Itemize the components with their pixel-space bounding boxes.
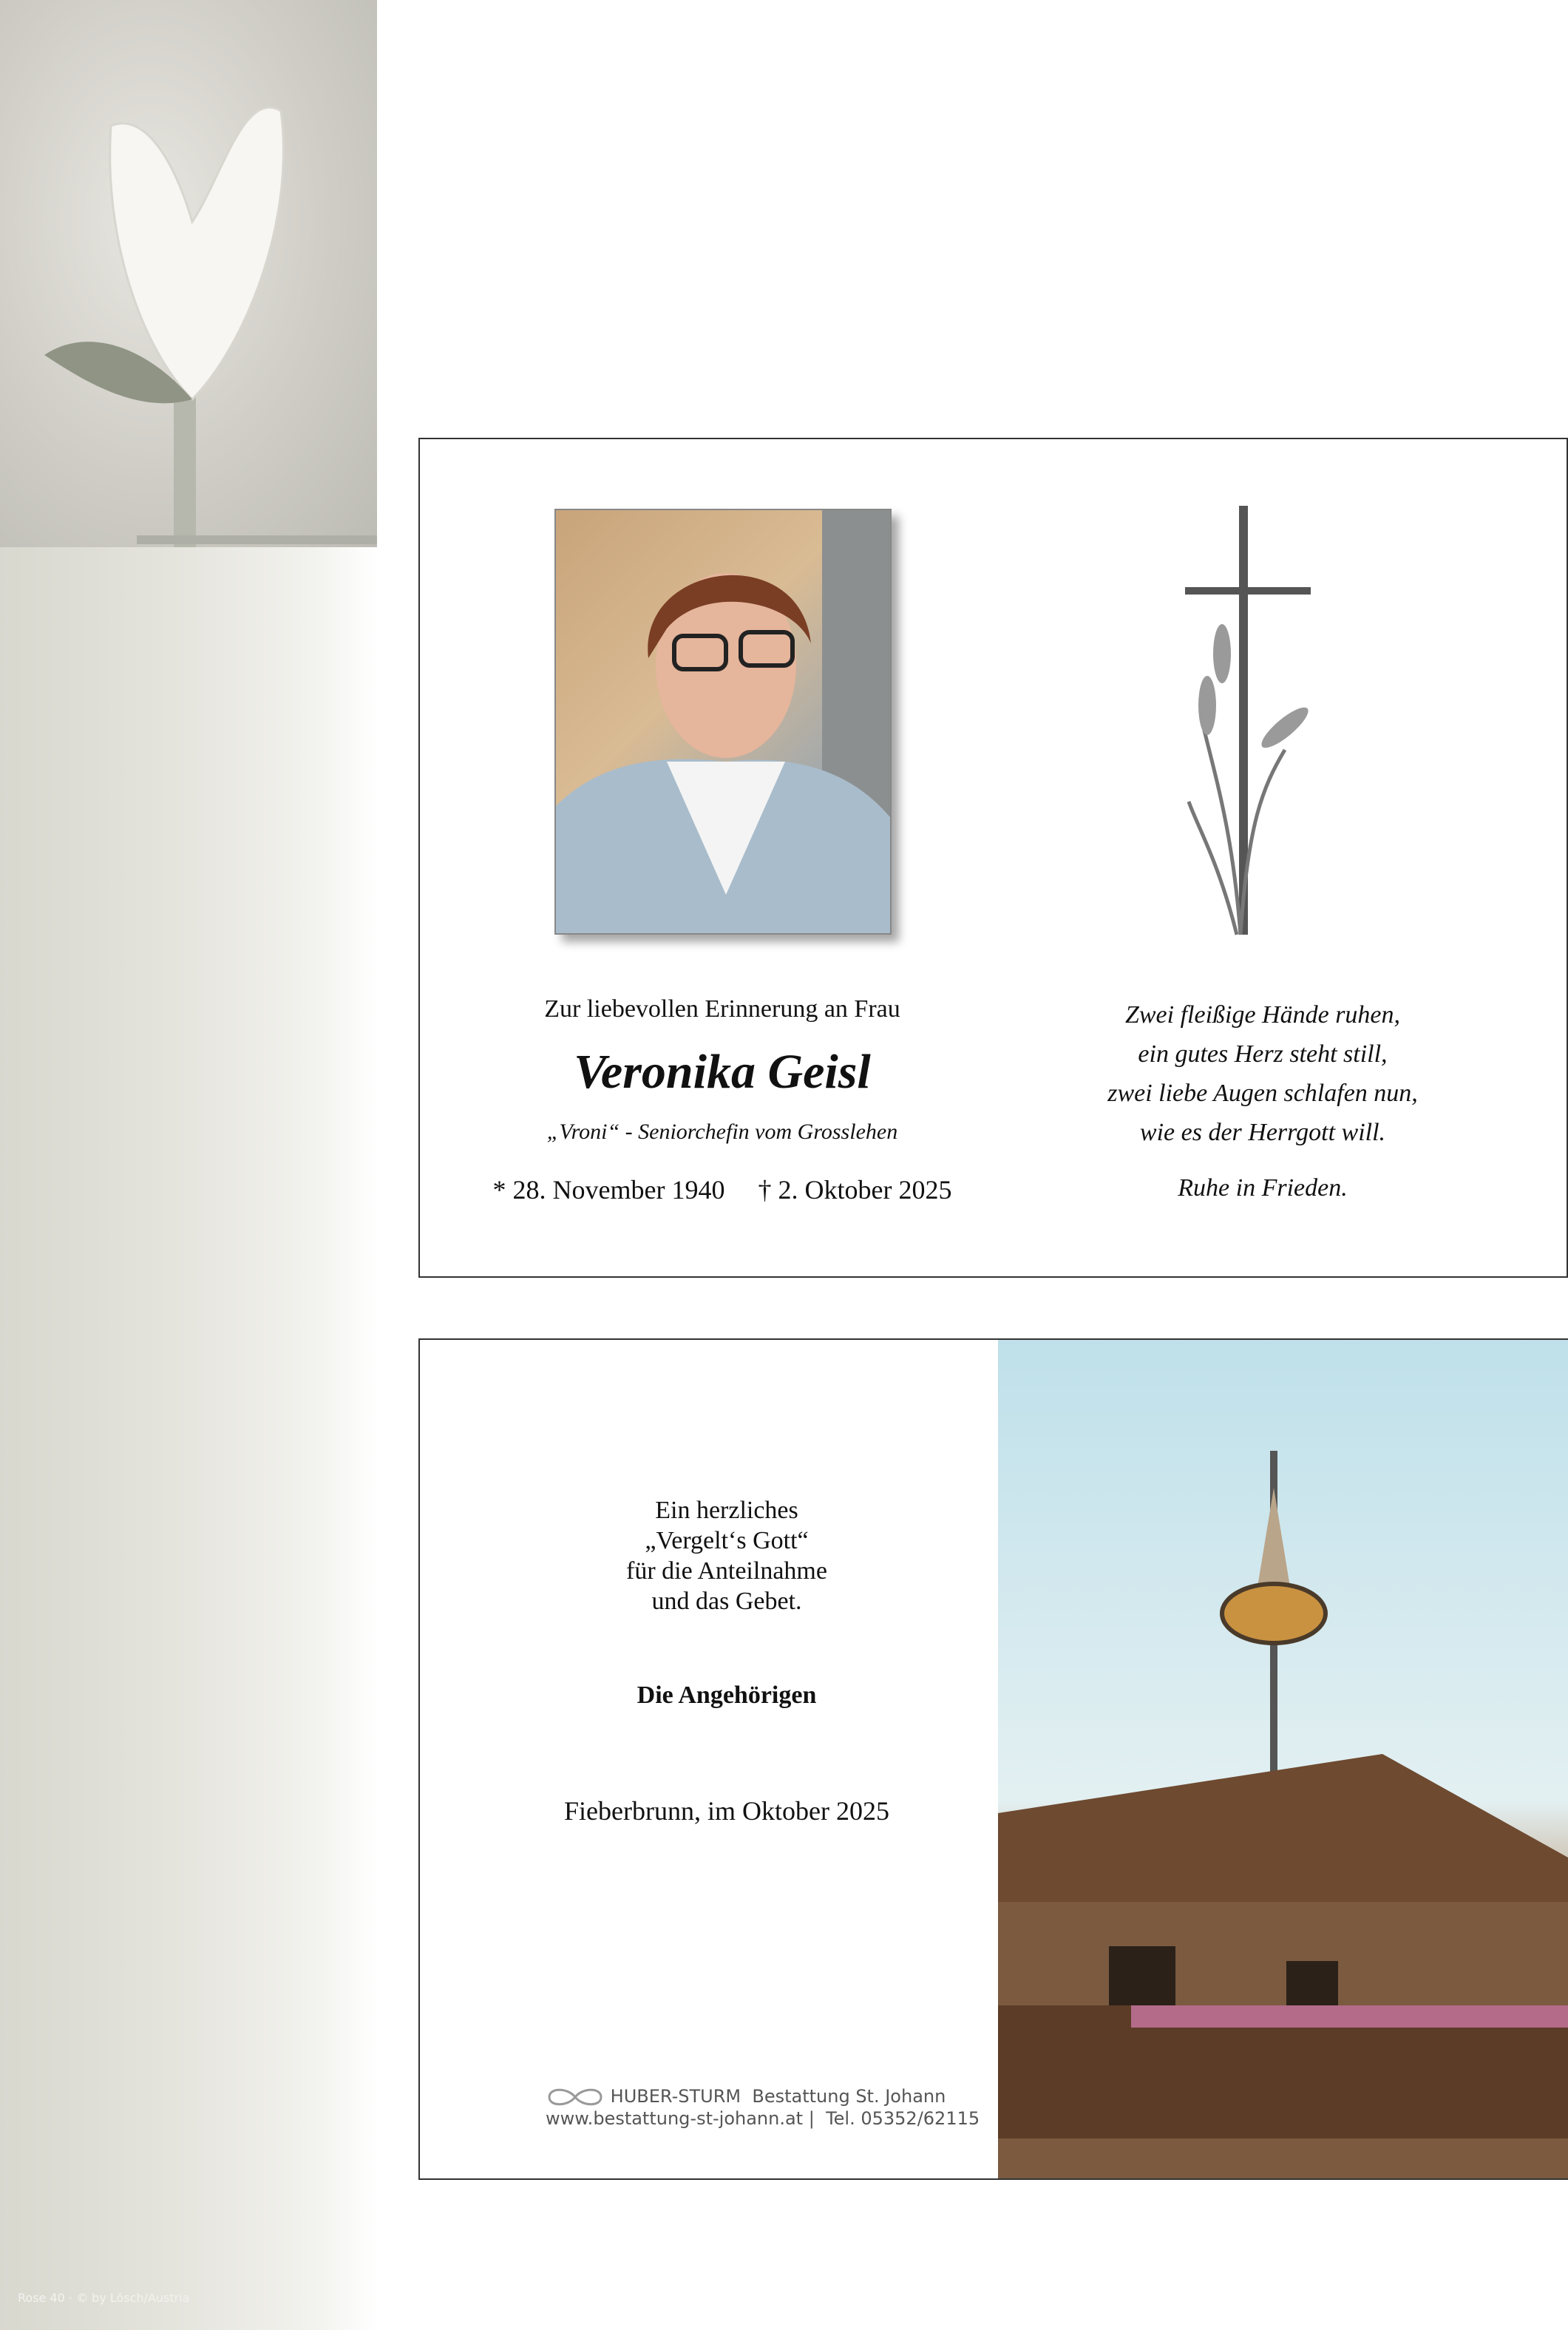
closing-text: Ruhe in Frieden. <box>1178 1174 1348 1202</box>
funeral-home-logo: HUBER-STURM Bestattung St. Johann www.bestattung-st-johann.at | Tel. 05352/62115 <box>546 2086 980 2129</box>
cross-with-wheat-icon <box>1174 506 1322 942</box>
life-dates <box>493 1174 952 1205</box>
thanks-line: für die Anteilnahme <box>626 1557 827 1585</box>
signature: Die Angehörigen <box>637 1682 817 1709</box>
thanks-card <box>418 1338 1568 2180</box>
deceased-name: Veronika Geisl <box>574 1045 871 1099</box>
obituary-card <box>418 438 1568 1278</box>
logo-company: Bestattung St. Johann <box>752 2086 946 2107</box>
chalet-bell-tower-photo <box>998 1340 1568 2178</box>
nickname-subtitle: „Vroni“ - Seniorchefin vom Grosslehen <box>546 1120 898 1144</box>
intro-text: Zur liebevollen Erinnerung an Frau <box>544 995 900 1023</box>
logo-name: HUBER-STURM <box>610 2086 741 2107</box>
thanks-line: „Vergelt‘s Gott“ <box>645 1527 809 1554</box>
death-date: † 2. Oktober 2025 <box>758 1175 952 1205</box>
thanks-line: Ein herzliches <box>655 1497 798 1524</box>
verse-line: ein gutes Herz steht still, <box>1138 1040 1388 1068</box>
rose-image <box>0 0 377 547</box>
place-date: Fieberbrunn, im Oktober 2025 <box>564 1796 889 1826</box>
thanks-text <box>626 1495 827 1616</box>
sidebar-background <box>0 0 377 2330</box>
birth-date: * 28. November 1940 <box>492 1175 725 1205</box>
verse-line: Zwei fleißige Hände ruhen, <box>1124 1001 1401 1029</box>
logo-phone: Tel. 05352/62115 <box>826 2108 980 2129</box>
logo-website: www.bestattung-st-johann.at <box>546 2108 804 2129</box>
image-credit: Rose 40 · © by Lösch/Austria <box>18 2291 190 2305</box>
verse-line: wie es der Herrgott will. <box>1139 1119 1386 1146</box>
verse-line: zwei liebe Augen schlafen nun, <box>1107 1080 1418 1107</box>
infinity-feather-icon <box>546 2087 605 2107</box>
thanks-line: und das Gebet. <box>651 1588 802 1615</box>
verse <box>1107 995 1418 1152</box>
portrait-photo <box>554 509 892 935</box>
